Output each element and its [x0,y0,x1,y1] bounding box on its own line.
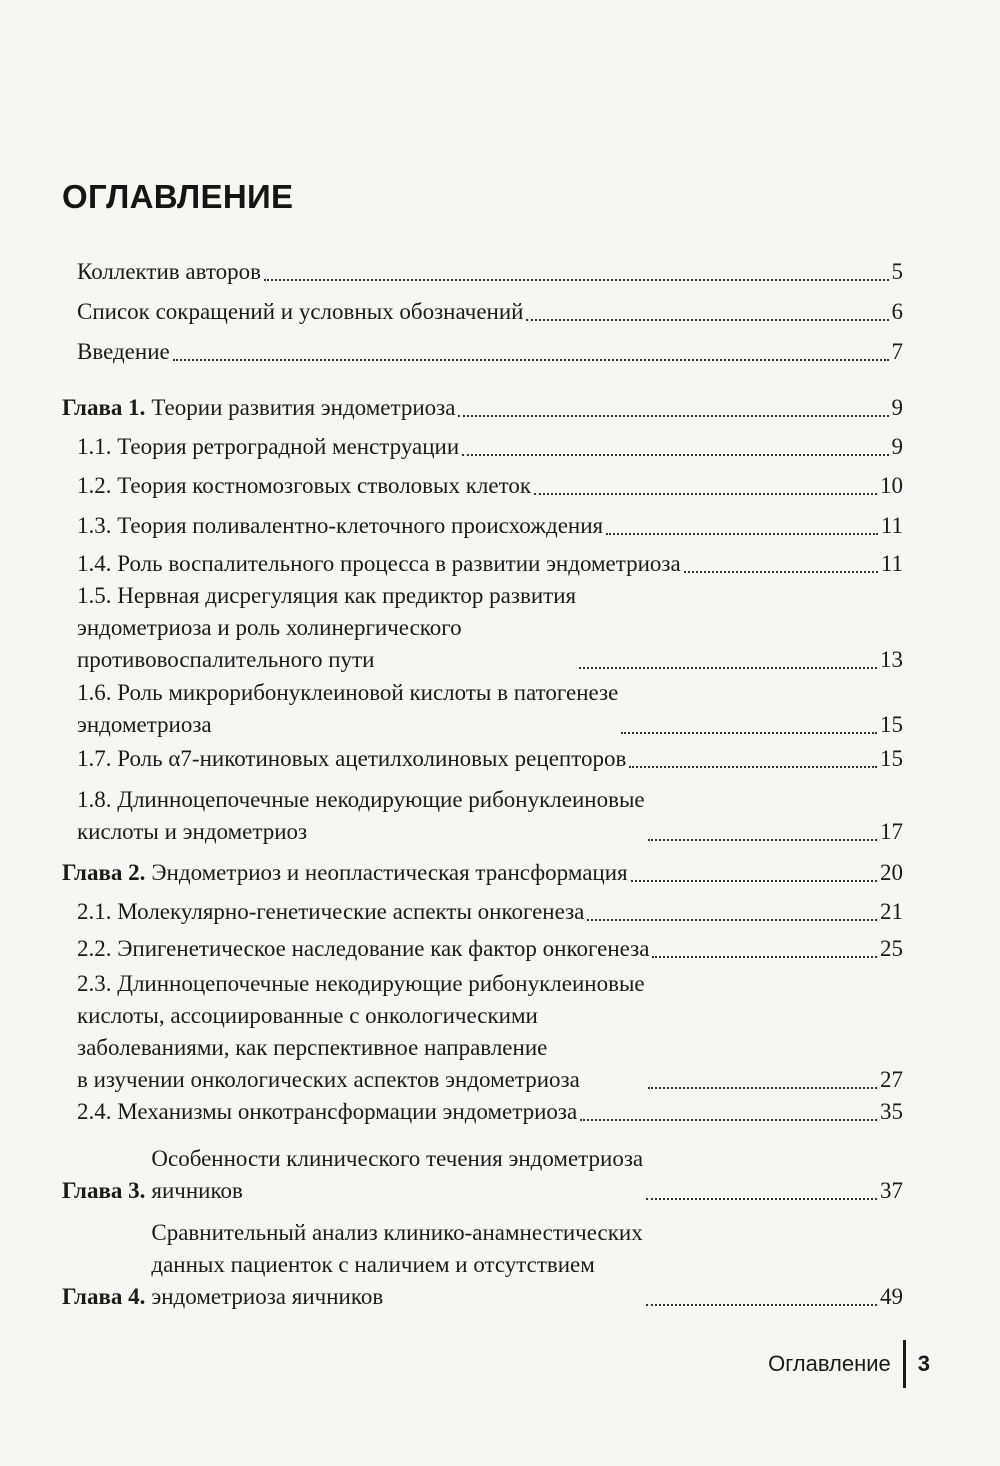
leader-dots [646,1198,877,1200]
leader-dots [587,919,877,921]
toc-section-2-4[interactable] [77,1096,903,1128]
section-title: 2.1. Молекулярно-генетические аспекты онкогенеза [77,899,585,924]
toc-entry-label: Введение [77,339,170,364]
leader-dots [648,1087,877,1089]
toc-section-2-2[interactable] [77,933,903,965]
chapter-title: Особенности клинического течения эндометриоза яичников [151,1146,644,1203]
chapter-label: Глава 1. [62,395,146,420]
toc-page-number: 49 [880,1284,903,1309]
toc-section-1-6[interactable] [77,677,903,741]
chapter-title: Сравнительный анализ клинико-анамнестических данных пациенток с наличием и отсутствием эндометриоза яичников [151,1220,643,1309]
leader-dots [579,667,877,669]
leader-dots [648,839,877,841]
section-title: 1.5. Нервная дисрегуляция как предиктор развития эндометриоза и роль холинергического противовоспалительного пути [77,583,577,672]
toc-page-number: 20 [880,860,903,885]
toc-page-number: 9 [891,395,903,420]
toc-chapter-4[interactable] [62,1217,903,1313]
toc-page-number: 17 [880,819,903,844]
leader-dots [173,359,889,361]
toc-chapter-2[interactable] [62,857,903,889]
toc-page-number: 5 [891,259,903,284]
leader-dots [458,415,888,417]
toc-page-number: 15 [880,746,903,771]
toc-entry-label: Коллектив авторов [77,259,261,284]
toc-page-number: 15 [880,712,903,737]
footer-page-number: 3 [917,1351,930,1376]
leader-dots [264,279,889,281]
section-title: 1.4. Роль воспалительного процесса в развитии эндометриоза [77,551,681,576]
toc-page-number: 13 [880,647,903,672]
toc-chapter-1[interactable] [62,392,903,424]
section-title: 1.1. Теория ретроградной менструации [77,434,460,459]
toc-page-number: 9 [891,434,903,459]
toc-section-1-1[interactable] [77,431,903,463]
footer-section-label: Оглавление [768,1351,891,1376]
toc-page-number: 25 [880,936,903,961]
leader-dots [652,956,877,958]
toc-page-number: 11 [880,513,903,538]
footer-divider [903,1340,906,1388]
toc-page-number: 11 [880,551,903,576]
toc-entry-label: Список сокращений и условных обозначений [77,299,524,324]
leader-dots [646,1304,877,1306]
toc-section-2-1[interactable] [77,896,903,928]
toc-page-number: 6 [891,299,903,324]
chapter-title: Теории развития эндометриоза [151,395,456,420]
leader-dots [631,880,877,882]
toc-page-number: 35 [880,1099,903,1124]
toc-section-1-8[interactable] [77,784,903,848]
chapter-label: Глава 4. [62,1284,146,1309]
toc-page-number: 10 [880,473,903,498]
toc-section-1-3[interactable] [77,510,903,542]
leader-dots [462,454,888,456]
toc-page-number: 37 [880,1178,903,1203]
leader-dots [621,732,877,734]
section-title: 1.3. Теория поливалентно-клеточного происхождения [77,513,604,538]
section-title: 2.2. Эпигенетическое наследование как фактор онкогенеза [77,936,650,961]
leader-dots [684,571,878,573]
toc-page-number: 7 [891,339,903,364]
leader-dots [534,493,877,495]
section-title: 2.3. Длинноцепочечные некодирующие рибонуклеиновые кислоты, ассоциированные с онкологическими заболеваниями, как перспективное направление в изучении онкологических аспектов эндометриоза [77,971,645,1092]
toc-page-number: 21 [880,899,903,924]
section-title: 2.4. Механизмы онкотрансформации эндометриоза [77,1099,578,1124]
toc-entry-authors[interactable] [77,256,903,288]
leader-dots [606,533,878,535]
toc-section-1-5[interactable] [77,580,903,676]
section-title: 1.8. Длинноцепочечные некодирующие рибонуклеиновые кислоты и эндометриоз [77,787,645,844]
chapter-label: Глава 2. [62,860,146,885]
page-footer [768,1340,930,1388]
toc-page-number: 27 [880,1067,903,1092]
leader-dots [580,1119,877,1121]
page-title: ОГЛАВЛЕНИЕ [62,178,294,215]
toc-entry-abbreviations[interactable] [77,296,903,328]
section-title: 1.2. Теория костномозговых стволовых клеток [77,473,532,498]
toc-entry-introduction[interactable] [77,336,903,368]
toc-chapter-3[interactable] [62,1143,903,1207]
toc-section-1-2[interactable] [77,470,903,502]
leader-dots [629,766,877,768]
toc-section-2-3[interactable] [77,968,903,1096]
section-title: 1.7. Роль α7-никотиновых ацетилхолиновых рецепторов [77,746,627,771]
chapter-label: Глава 3. [62,1178,146,1203]
section-title: 1.6. Роль микрорибонуклеиновой кислоты в патогенезе эндометриоза [77,680,619,737]
toc-section-1-7[interactable] [77,743,903,775]
toc-section-1-4[interactable] [77,548,903,580]
leader-dots [526,319,888,321]
chapter-title: Эндометриоз и неопластическая трансформация [151,860,628,885]
